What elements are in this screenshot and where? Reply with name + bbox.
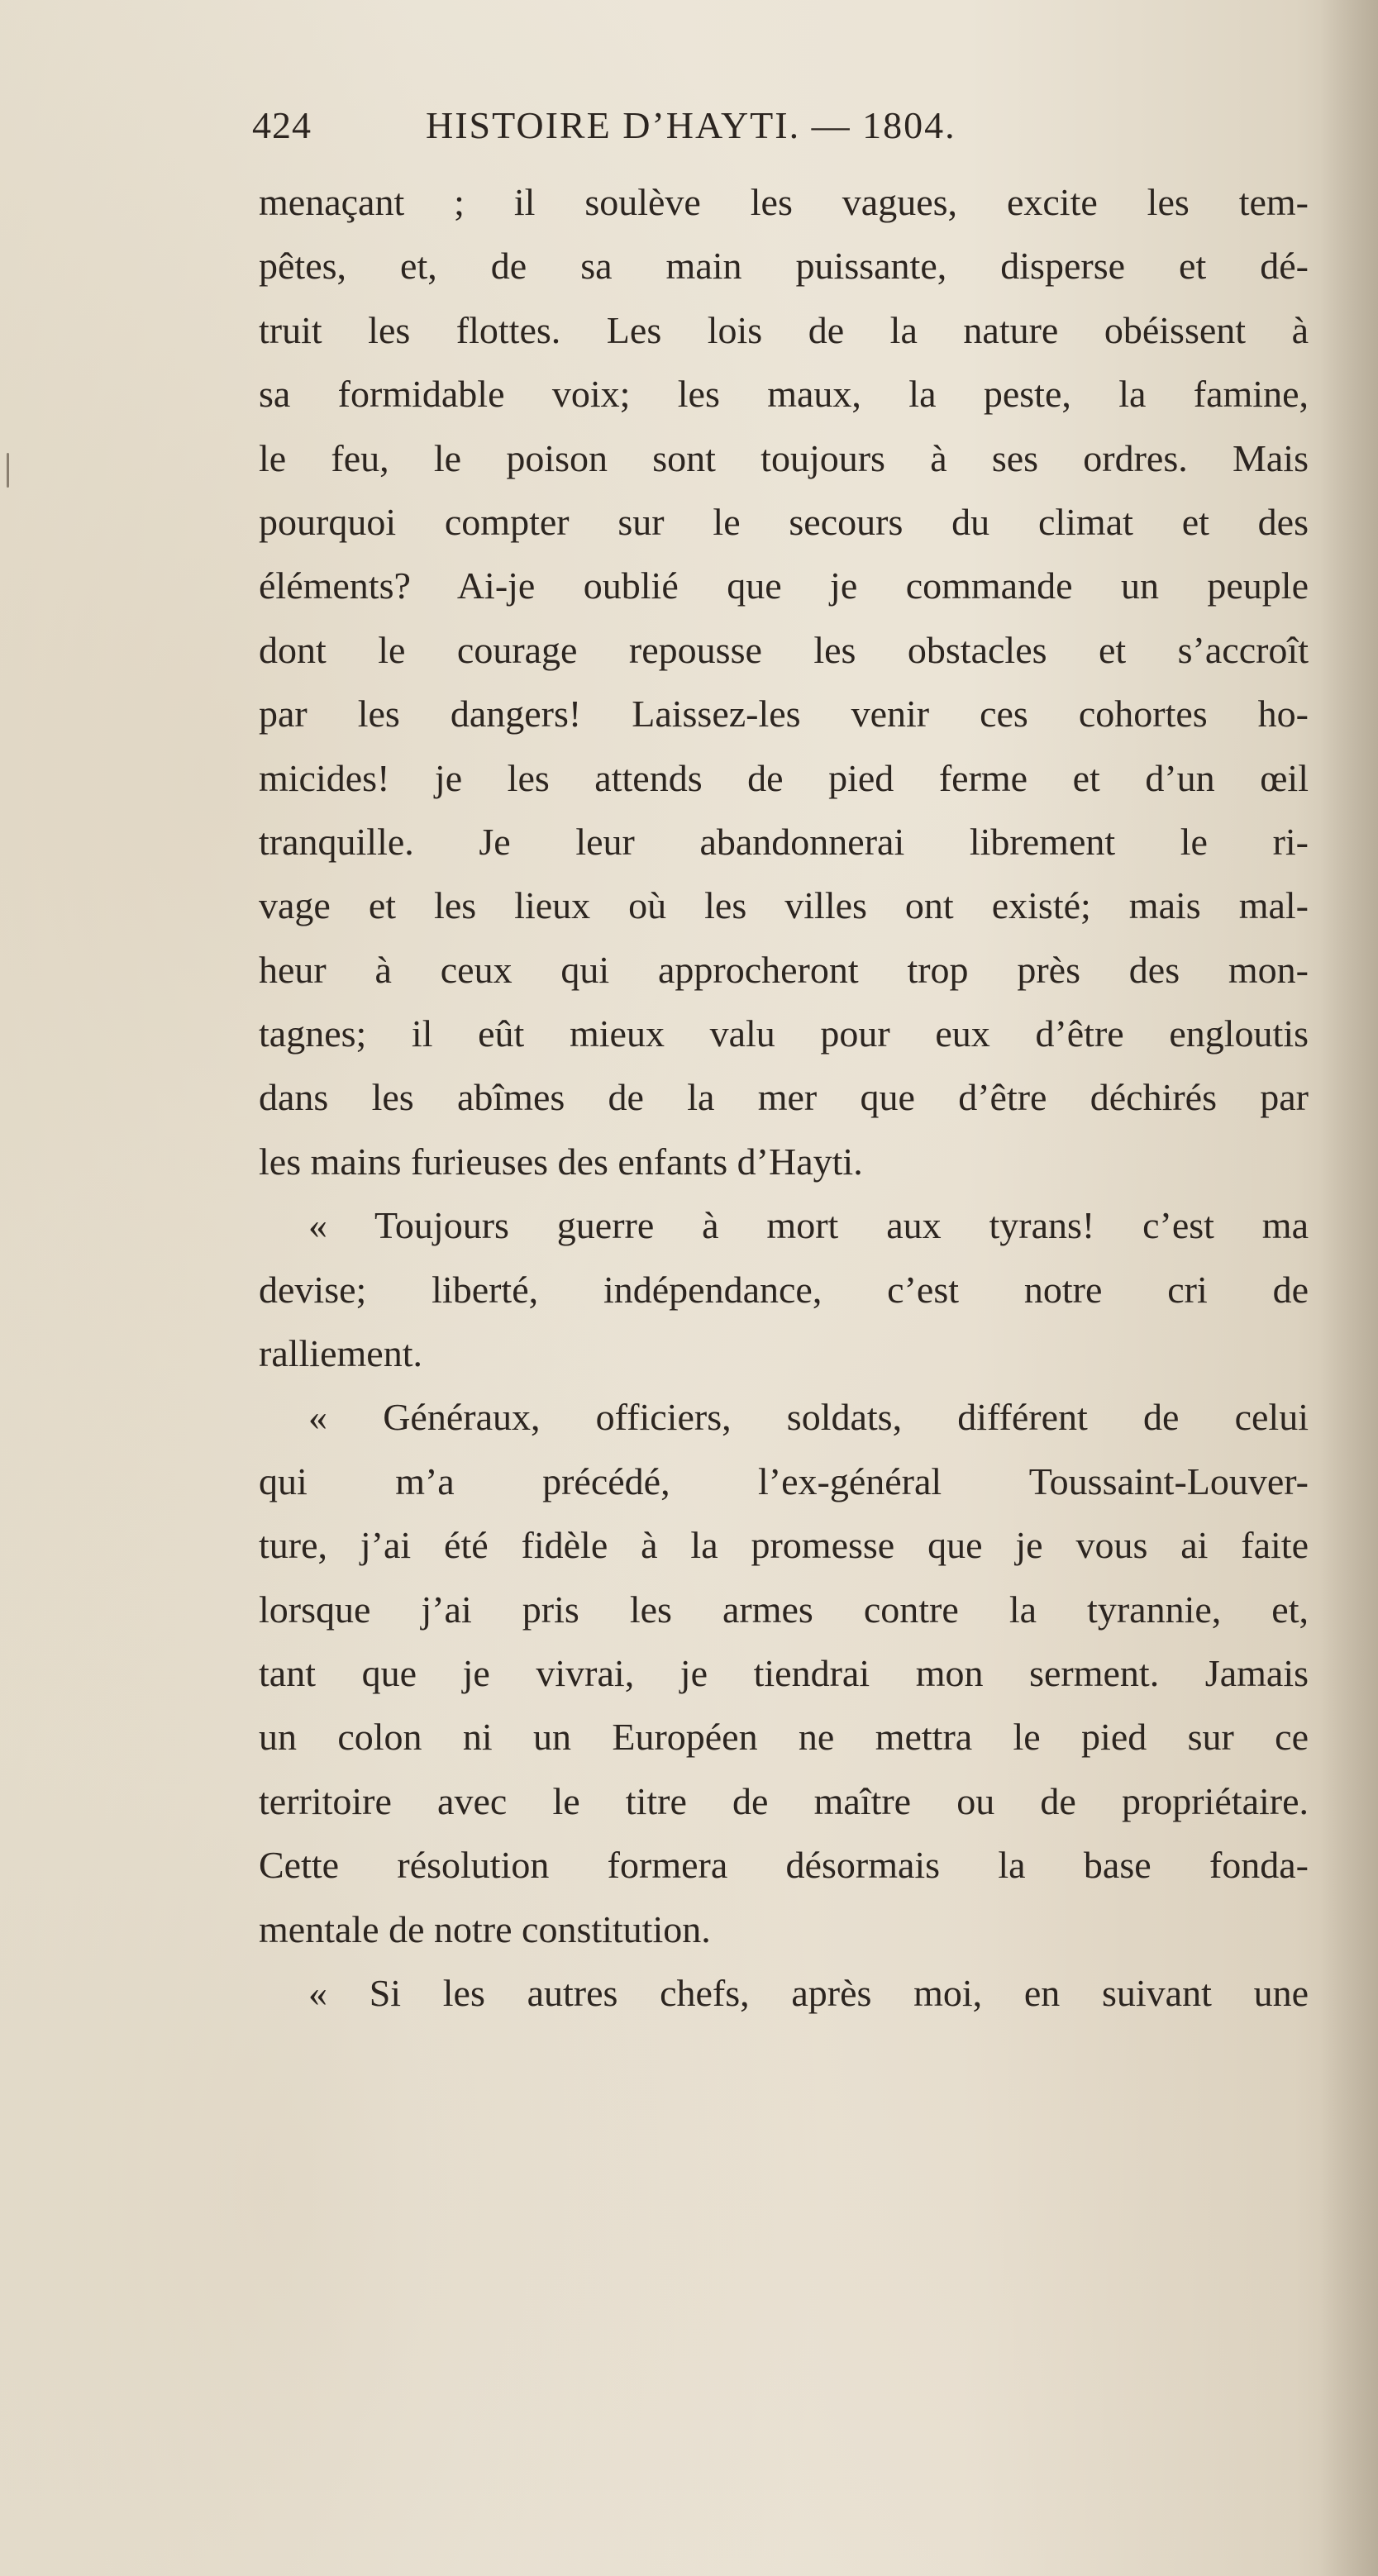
- text-line: les mains furieuses des enfants d’Hayti.: [259, 1140, 863, 1183]
- text-line: territoire avec le titre de maître ou de propriétaire.: [259, 1779, 1309, 1822]
- text-line: lorsque j’ai pris les armes contre la tyrannie, et,: [259, 1588, 1309, 1631]
- text-line: ture, j’ai été fidèle à la promesse que je vous ai faite: [259, 1524, 1309, 1567]
- text-line: truit les flottes. Les lois de la nature obéissent à: [259, 308, 1309, 351]
- text-line: micides! je les attends de pied ferme et d’un œil: [259, 756, 1309, 799]
- text-line: tagnes; il eût mieux valu pour eux d’être engloutis: [259, 1012, 1309, 1055]
- text-line: par les dangers! Laissez-les venir ces cohortes ho-: [259, 693, 1309, 736]
- text-line: « Si les autres chefs, après moi, en suivant une: [308, 1971, 1309, 2014]
- text-line: dans les abîmes de la mer que d’être déchirés par: [259, 1076, 1309, 1119]
- text-line: Cette résolution formera désormais la base fonda-: [259, 1844, 1309, 1887]
- text-line: sa formidable voix; les maux, la peste, la famine,: [259, 373, 1309, 416]
- text-line: devise; liberté, indépendance, c’est notre cri de: [259, 1268, 1309, 1311]
- paragraph: [259, 1961, 1309, 2025]
- text-line: qui m’a précédé, l’ex-général Toussaint-Louver-: [259, 1459, 1309, 1502]
- body-text: [259, 170, 1309, 2025]
- paragraph: [259, 1385, 1309, 1961]
- running-title: HISTOIRE D’HAYTI. — 1804.: [426, 104, 956, 146]
- text-line: tant que je vivrai, je tiendrai mon serment. Jamais: [259, 1651, 1309, 1694]
- text-line: heur à ceux qui approcheront trop près des mon-: [259, 948, 1309, 991]
- page-number: 424: [252, 104, 312, 146]
- running-head: [252, 101, 1145, 150]
- text-line: tranquille. Je leur abandonnerai librement le ri-: [259, 820, 1309, 863]
- text-line: ralliement.: [259, 1332, 422, 1375]
- text-line: mentale de notre constitution.: [259, 1907, 711, 1950]
- text-line: pourquoi compter sur le secours du climat et des: [259, 500, 1309, 543]
- text-line: un colon ni un Européen ne mettra le pied sur ce: [259, 1716, 1309, 1759]
- paragraph: [259, 170, 1309, 1193]
- text-line: « Toujours guerre à mort aux tyrans! c’est ma: [308, 1204, 1309, 1247]
- text-line: le feu, le poison sont toujours à ses ordres. Mais: [259, 436, 1309, 479]
- text-line: vage et les lieux où les villes ont existé; mais mal-: [259, 884, 1309, 927]
- text-line: dont le courage repousse les obstacles et s’accroît: [259, 628, 1309, 671]
- paragraph: [259, 1193, 1309, 1385]
- margin-mark: [7, 453, 9, 488]
- text-line: éléments? Ai-je oublié que je commande un peuple: [259, 564, 1309, 607]
- text-line: menaçant ; il soulève les vagues, excite les tem-: [259, 181, 1309, 223]
- text-line: « Généraux, officiers, soldats, différent de celui: [308, 1396, 1309, 1439]
- page-gutter-shadow: [1320, 0, 1378, 2576]
- text-line: pêtes, et, de sa main puissante, disperse et dé-: [259, 245, 1309, 288]
